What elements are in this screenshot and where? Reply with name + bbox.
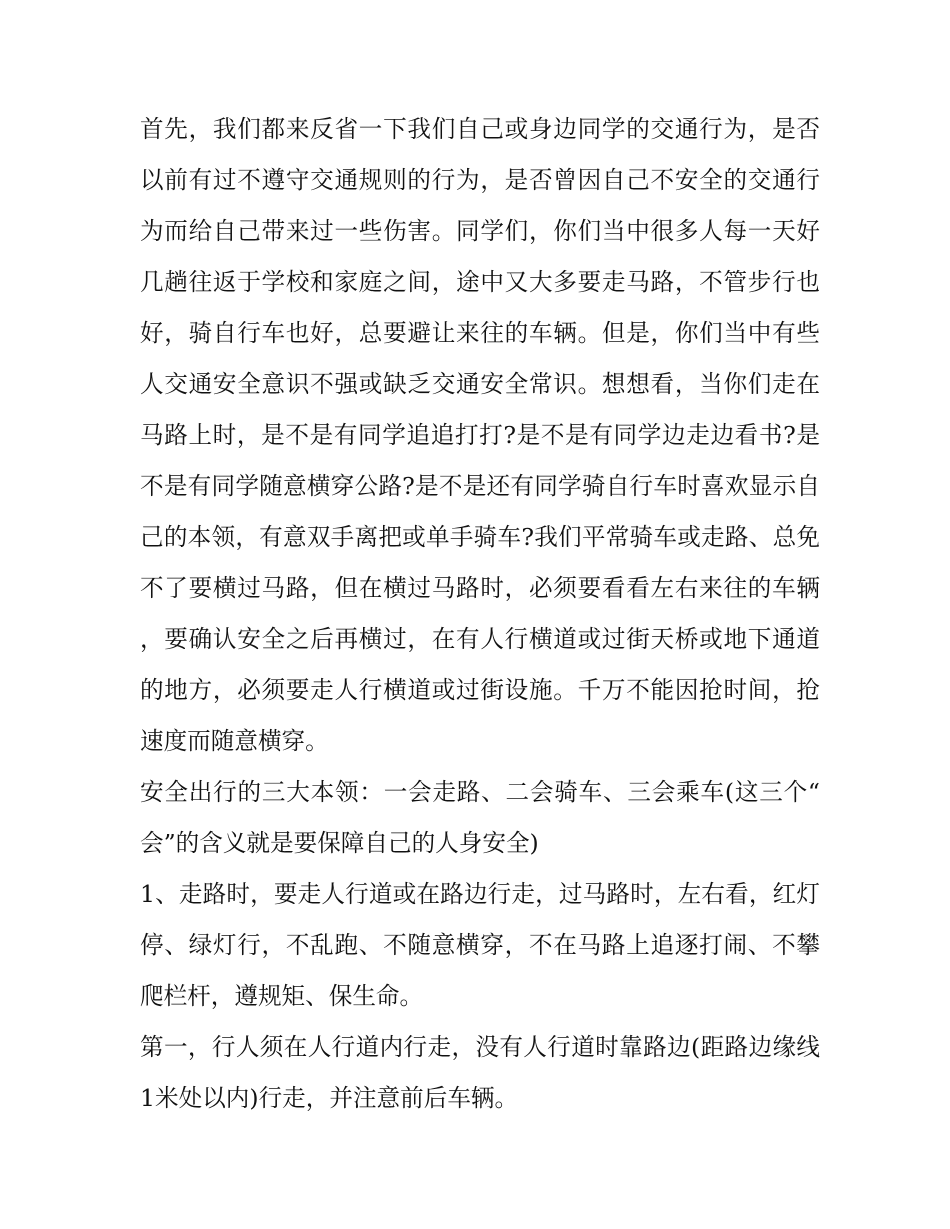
paragraph-walking-rules: 1、走路时，要走人行道或在路边行走，过马路时，左右看，红灯停、绿灯行，不乱跑、不随意横穿，不在马路上追逐打闹、不攀爬栏杆，遵规矩、保生命。 <box>140 880 820 1010</box>
document-body <box>140 104 820 1124</box>
paragraph-three-skills: 安全出行的三大本领：一会走路、二会骑车、三会乘车(这三个“会”的含义就是要保障自己的人身安全) <box>140 778 820 857</box>
paragraph-pedestrian-first: 第一，行人须在人行道内行走，没有人行道时靠路边(距路边缘线1米处以内)行走，并注意前后车辆。 <box>140 1033 820 1112</box>
paragraph-intro: 首先，我们都来反省一下我们自己或身边同学的交通行为，是否以前有过不遵守交通规则的行为，是否曾因自己不安全的交通行为而给自己带来过一些伤害。同学们，你们当中很多人每一天好几趟往返于学校和家庭之间，途中又大多要走马路，不管步行也好，骑自行车也好，总要避让来往的车辆。但是，你们当中有些人交通安全意识不强或缺乏交通安全常识。想想看，当你们走在马路上时，是不是有同学追追打打?是不是有同学边走边看书?是不是有同学随意横穿公路?是不是还有同学骑自行车时喜欢显示自己的本领，有意双手离把或单手骑车?我们平常骑车或走路、总免不了要横过马路，但在横过马路时，必须要看看左右来往的车辆，要确认安全之后再横过，在有人行横道或过街天桥或地下通道的地方，必须要走人行横道或过街设施。千万不能因抢时间，抢速度而随意横穿。 <box>140 115 820 755</box>
